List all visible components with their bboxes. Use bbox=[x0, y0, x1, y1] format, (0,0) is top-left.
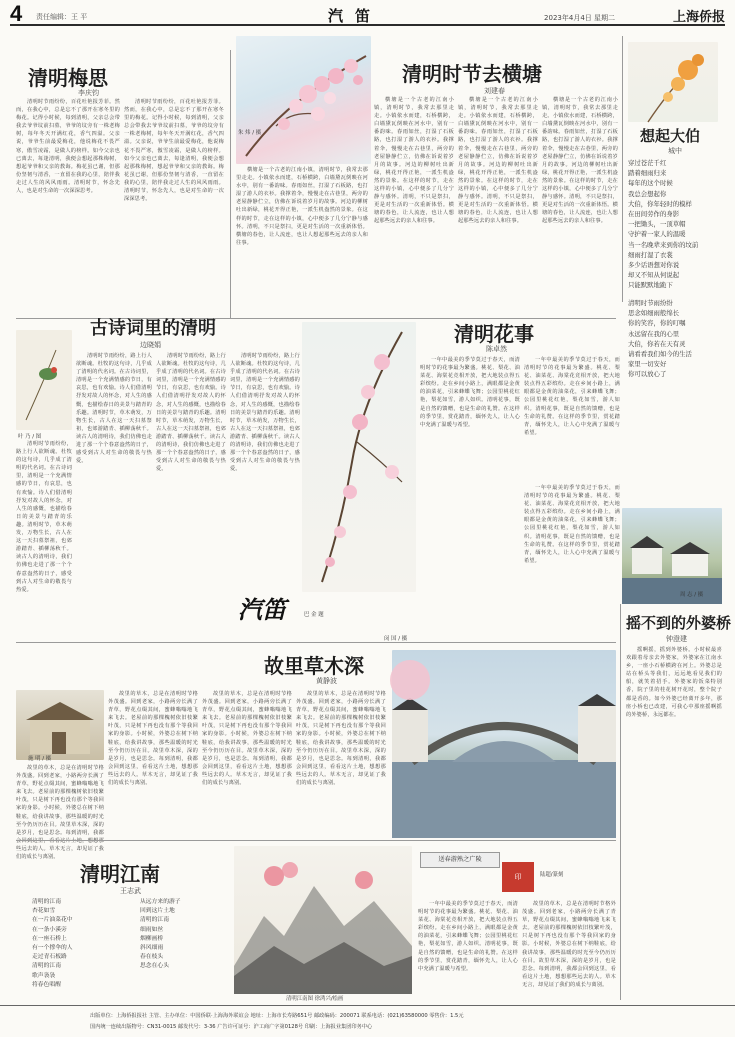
photo-caption-house: 施 明 / 摄 bbox=[28, 756, 52, 762]
article-author-waipoqiao: 钟澄建 bbox=[666, 635, 687, 643]
poem-body-jiangnan-right: 从远方来的游子 回到这片土地 清明的江南 细雨如丝 烟柳画桥 斜风细雨 春在枝头 思念在心头 bbox=[140, 899, 181, 970]
article-body-huashi-col2: 一年中最美的季节莫过于春天，而清明时节的花事最为繁盛。桃花、梨花、油菜花、海棠花竞相开放，把大地装点得五彩缤纷。走在乡间小路上，满眼都是金黄的油菜花，引来蜂蝶飞舞；公园里桃花红艳，梨花如雪，游人如织。清明花事，既是自然的馈赠，也是生命的礼赞。在这样的季节里，赏花踏青，缅怀先人，让人心中充满了温暖与希望。 bbox=[524, 357, 620, 436]
bridge-illustration bbox=[392, 650, 616, 838]
poem-body-jiangnan-left: 清明的江南 杏花如雪 在一片油菜花中 在一条小溪旁 在一座石桥上 有一个撑伞的人 走过青石板路 清明的江南 歌声袅袅 将春色唱醒 bbox=[32, 899, 73, 988]
footer-line-2: 国内统一连续出版物号：CN31-0015 邮发代号：3-36 广告许可证号：沪工商广字第0128号 印刷：上海报业集团印务中心 bbox=[90, 1024, 373, 1030]
article-body-huashi-col1: 一年中最美的季节莫过于春天，而清明时节的花事最为繁盛。桃花、梨花、油菜花、海棠花竞相开放，把大地装点得五彩缤纷。走在乡间小路上，满眼都是金黄的油菜花，引来蜂蝶飞舞；公园里桃花红艳，梨花如雪，游人如织。清明花事，既是自然的馈赠，也是生命的礼赞。在这样的季节里，赏花踏青，缅怀先人，让人心中充满了温暖与希望。 bbox=[420, 357, 520, 428]
blossom-art bbox=[302, 322, 416, 592]
photo-caption-bird: 叶 乃 / 图 bbox=[18, 434, 42, 440]
newspaper-logo: 上海侨报 bbox=[672, 10, 725, 25]
village-illustration bbox=[622, 508, 722, 604]
article-body-guli-tail: 故里的草木，总是在清明时节格外茂盛。回到老家，小路两旁长满了青草，野花点缀其间，蜜蜂嗡嗡地飞来飞去。老屋前的那棵槐树依旧枝繁叶茂，只是树下再也没有那个等我回家的身影。小时候，外婆总在树下纳鞋底，给我讲故事，那些温暖的时光至今仍历历在目。故里草木深，深的是岁月，也是思念。每到清明，我都会回到这里，看看这片土地，想想那些远去的人。草木无言，却见证了我们的成长与离别。 bbox=[522, 901, 616, 988]
article-title-hengtang: 清明时节去横塘 bbox=[402, 62, 542, 86]
seal-caption: 陆超/篆刻 bbox=[540, 872, 564, 878]
article-body-hengtang-col1: 横塘是一个古老的江南小镇，清明时节，我常去那里走走。小镇依水而建，石桥横跨，白墙黛瓦倒映在河水中，别有一番韵味。春雨如丝，打湿了石板路，也打湿了游人的衣衫。我撑着伞，慢慢走在古巷里，两旁的老屋静静伫立，仿佛在诉说着岁月的故事。河边的柳树吐出新绿，桃花开得正艳，一派生机盎然的景象。在这样的时节，走在这样的小镇，心中便多了几分宁静与感怀。清明，不只是祭扫，更是对生活的一次重新体悟。横塘的春色，让人流连，也让人想起那些远去的亲人和往事。 bbox=[236, 167, 368, 246]
column-divider bbox=[622, 36, 623, 302]
article-body-guli-col1: 故里的草木，总是在清明时节格外茂盛。回到老家，小路两旁长满了青草，野花点缀其间，蜜蜂嗡嗡地飞来飞去。老屋前的那棵槐树依旧枝繁叶茂，只是树下再也没有那个等我回家的身影。小时候，外婆总在树下纳鞋底，给我讲故事，那些温暖的时光至今仍历历在目。故里草木深，深的是岁月，也是思念。每到清明，我都会回到这里，看看这片土地，想想那些远去的人。草木无言，却见证了我们的成长与离别。 bbox=[108, 691, 198, 787]
article-body-huashi-col3: 一年中最美的季节莫过于春天，而清明时节的花事最为繁盛。桃花、梨花、油菜花、海棠花竞相开放，把大地装点得五彩缤纷。走在乡间小路上，满眼都是金黄的油菜花，引来蜂蝶飞舞；公园里桃花红艳，梨花如雪，游人如织。清明花事，既是自然的馈赠，也是生命的礼赞。在这样的季节里，赏花踏青，缅怀先人，让人心中充满了温暖与希望。 bbox=[524, 485, 620, 564]
house-illustration bbox=[16, 690, 104, 760]
orange-flower-illustration bbox=[628, 42, 718, 122]
photo-caption-top: 朱 炜 / 摄 bbox=[238, 130, 262, 136]
poem-author-jiangnan: 王志武 bbox=[120, 887, 141, 895]
article-title-poems: 古诗词里的清明 bbox=[90, 318, 216, 339]
article-body-poems-col0: 清明时节雨纷纷，路上行人欲断魂。杜牧的这句诗，几乎成了清明的代名词。在古诗词里，清明是一个充满情感的节日，有哀思，也有欢愉。诗人们借清明抒发对故人的怀念，对人生的感慨，也描绘春日的美景与踏青的乐趣。清明时节，草木萌发，万物生长，古人在这一天扫墓祭祖，也郊游踏青、插柳荡秋千。读古人的清明诗，我们仿佛也走进了那一个个春意盎然的日子，感受到古人对生命的敬畏与热爱。 bbox=[16, 441, 72, 593]
article-body-huashi-tail: 一年中最美的季节莫过于春天，而清明时节的花事最为繁盛。桃花、梨花、油菜花、海棠花竞相开放，把大地装点得五彩缤纷。走在乡间小路上，满眼都是金黄的油菜花，引来蜂蝶飞舞；公园里桃花红艳，梨花如雪，游人如织。清明花事，既是自然的馈赠，也是生命的礼赞。在这样的季节里，赏花踏青，缅怀先人，让人心中充满了温暖与希望。 bbox=[418, 901, 518, 972]
village-house-photo bbox=[16, 690, 104, 760]
masthead bbox=[10, 1, 725, 26]
page-number: 4 bbox=[10, 1, 23, 26]
article-body-guli-col2: 故里的草木，总是在清明时节格外茂盛。回到老家，小路两旁长满了青草，野花点缀其间，蜜蜂嗡嗡地飞来飞去。老屋前的那棵槐树依旧枝繁叶茂，只是树下再也没有那个等我回家的身影。小时候，外婆总在树下纳鞋底，给我讲故事，那些温暖的时光至今仍历历在目。故里草木深，深的是岁月，也是思念。每到清明，我都会回到这里，看看这片土地，想想那些远去的人。草木无言，却见证了我们的成长与离别。 bbox=[202, 691, 292, 787]
section-title: 汽笛 bbox=[328, 7, 383, 25]
article-body-guli-col0: 故里的草木，总是在清明时节格外茂盛。回到老家，小路两旁长满了青草，野花点缀其间，蜜蜂嗡嗡地飞来飞去。老屋前的那棵槐树依旧枝繁叶茂，只是树下再也没有那个等我回家的身影。小时候，外婆总在树下纳鞋底，给我讲故事，那些温暖的时光至今仍历历在目。故里草木深，深的是岁月，也是思念。每到清明，我都 些远去的人。草木无言，却见证了我们的成长与离别。 bbox=[16, 765, 104, 861]
blossom-illustration bbox=[236, 36, 371, 164]
article-body-poems-col2: 清明时节雨纷纷，路上行人欲断魂。杜牧的这句诗，几乎成了清明的代名词。在古诗词里，清明是一个充满情感的节日，有哀思，也有欢愉。诗人们借清明抒发对故人的怀念，对人生的感慨，也描绘春日的美景与踏青的乐趣。清明时节，草木萌发，万物生长，古人在这一天扫墓祭祖，也郊游踏青、插柳荡秋千。读古人的清明诗，我们仿佛也走进了那一个个春意盎然的日子，感受到古人对生命的敬畏与热爱。 bbox=[156, 353, 226, 473]
poem-title-jiangnan: 清明江南 bbox=[80, 862, 160, 886]
article-title-guli: 故里草木深 bbox=[264, 654, 364, 678]
stamp-title-box bbox=[420, 852, 500, 868]
article-author-poems: 边晓娟 bbox=[140, 341, 161, 349]
poem-title-dabo: 想起大伯 bbox=[640, 127, 701, 145]
article-body-meisi-col2: 清明时节雨纷纷，百花吐艳报芳菲。然而，在我心中，总是忘不了那开在寒冬里的梅花。记得小时候，每到清明，父亲总会带我去爷爷坟前扫墓，爷爷的坟旁有一株老梅树，每年冬天开满红花，香气四溢。父亲说，爷爷生前最爱梅花，他说梅花不畏严寒，傲雪凌霜，是做人的榜样。如今父亲也已离去，每逢清明，我便会想起那株梅树，想起爷爷和父亲的教诲。梅花虽已谢，但那份坚韧与清香，一直留在我的心里，陪伴我走过人生的风风雨雨。清明时节，怀念先人，也是对生命的一次深深思考。 bbox=[124, 99, 224, 203]
poem-author-dabo: 城中 bbox=[668, 147, 682, 155]
flower-sketch bbox=[628, 42, 718, 122]
article-body-waipoqiao: 摇啊摇，摇到外婆桥。小时候最喜欢跟着母亲去外婆家，外婆家在江南水乡，一座小石桥横跨在河上。外婆总是站在桥头等我们，远远地看见我们的船，就笑着招手。外婆家的饭菜特别香，院子里的桂花树开花时，整个院子都是香的。如今外婆已经离开多年，那座小桥也已改建，可我心中那座摇啊摇的外婆桥，永远都在。 bbox=[626, 647, 722, 718]
calligraphy-art: 汽笛 bbox=[238, 595, 286, 624]
article-author-hengtang: 刘建春 bbox=[484, 87, 505, 95]
article-title-waipoqiao: 摇不到的外婆桥 bbox=[626, 614, 732, 632]
article-title-meisi: 清明梅思 bbox=[28, 66, 108, 90]
row-divider bbox=[16, 840, 616, 841]
stone-bridge-photo bbox=[392, 650, 616, 838]
column-divider bbox=[230, 50, 231, 318]
article-body-guli-col3: 故里的草木，总是在清明时节格外茂盛。回到老家，小路两旁长满了青草，野花点缀其间，蜜蜂嗡嗡地飞来飞去。老屋前的那棵槐树依旧枝繁叶茂，只是树下再也没有那个等我回家的身影。小时候，外婆总在树下纳鞋底，给我讲故事，那些温暖的时光至今仍历历在目。故里草木深，深的是岁月，也是思念。每到清明，我都会回到这里，看看这片土地，想想那些远去的人。草木无言，却见证了我们的成长与离别。 bbox=[296, 691, 386, 787]
article-body-hengtang-col3: 横塘是一个古老的江南小镇，清明时节，我常去那里走走。小镇依水而建，石桥横跨，白墙黛瓦倒映在河水中，别有一番韵味。春雨如丝，打湿了石板路，也打湿了游人的衣衫。我撑着伞，慢慢走在古巷里，两旁的老屋静静伫立，仿佛在诉说着岁月的故事。河边的柳树吐出新绿，桃花开得正艳，一派生机盎然的景象。在这样的时节，走在这样的小镇，心中便多了几分宁静与感怀。清明，不只是祭扫，更是对生活的一次重新体悟。横塘的春色，让人流连，也让人想起那些远去的亲人和往事。 bbox=[458, 97, 538, 225]
poem-body-dabo: 穿过苍茫千红 踏着细雨归来 每年的这个时候 我总会想起你 大伯，你年轻时的模样 在田间劳作的身影 一把锄头，一顶草帽 守护着一家人的温暖 当一名晚辈来到你的坟前 细雨打湿了衣裳 多少话语想对你说 却又不知从何说起 只能默默地跪下 bbox=[628, 159, 699, 290]
article-author-guli: 黄静波 bbox=[316, 677, 337, 685]
mountain-painting bbox=[234, 846, 412, 994]
art-caption-flower: 闵 国 / 摄 bbox=[384, 636, 408, 642]
publication-date: 2023年4月4日 星期二 bbox=[544, 14, 615, 22]
bird-illustration bbox=[16, 330, 72, 430]
column-divider bbox=[620, 604, 621, 1000]
article-title-huashi: 清明花事 bbox=[454, 322, 534, 346]
article-body-meisi-col1: 清明时节雨纷纷，百花吐艳报芳菲。然而，在我心中，总是忘不了那开在寒冬里的梅花。记得小时候，每到清明，父亲总会带我去爷爷坟前扫墓，爷爷的坟旁有一株老梅树，每年冬天开满红花，香气四溢。父亲说，爷爷生前最爱梅花，他说梅花不畏严寒，傲雪凌霜，是做人的榜样。如今父亲也已离去，每逢清明，我便会想起那株梅树，想起爷爷和父亲的教诲。梅花虽已谢，但那份坚韧与清香，一直留在我的心里，陪伴我走过人生的风风雨雨。清明时节，怀念先人，也是对生命的一次深深思考。 bbox=[16, 99, 120, 195]
article-body-poems-col1: 清明时节雨纷纷，路上行人欲断魂。杜牧的这句诗，几乎成了清明的代名词。在古诗词里，清明是一个充满情感的节日，有哀思，也有欢愉。诗人们借清明抒发对故人的怀念，对人生的感慨，也描绘春日的美景与踏青的乐趣。清明时节，草木萌发，万物生长，古人在这一天扫墓祭祖，也郊游踏青、插柳荡秋千。读古人的清明诗，我们仿佛也走进了那一个个春意盎然的日子，感受到古人对生命的敬畏与热爱。 bbox=[76, 353, 152, 465]
article-body-hengtang-col2: 横塘是一个古老的江南小镇，清明时节，我常去那里走走。小镇依水而建，石桥横跨，白墙黛瓦倒映在河水中，别有一番韵味。春雨如丝，打湿了石板路，也打湿了游人的衣衫。我撑着伞，慢慢走在古巷里，两旁的老屋静静伫立，仿佛在诉说着岁月的故事。河边的柳树吐出新绿，桃花开得正艳，一派生机盎然的景象。在这样的时节，走在这样的小镇，心中便多了几分宁静与感怀。清明，不只是祭扫，更是对生活的一次重新体悟。横塘的春色，让人流连，也让人想起那些远去的亲人和往事。 bbox=[374, 97, 454, 225]
red-seal-stamp: 印 bbox=[502, 862, 534, 892]
art-caption-landscape: 清明江南图 徐鸿兴/绘画 bbox=[286, 996, 344, 1002]
pink-blossom-illustration bbox=[302, 322, 416, 592]
row-divider bbox=[16, 642, 616, 643]
article-body-hengtang-col4: 横塘是一个古老的江南小镇，清明时节，我常去那里走走。小镇依水而建，石桥横跨，白墙黛瓦倒映在河水中，别有一番韵味。春雨如丝，打湿了石板路，也打湿了游人的衣衫。我撑着伞，慢慢走在古巷里，两旁的老屋静静伫立，仿佛在诉说着岁月的故事。河边的柳树吐出新绿，桃花开得正艳，一派生机盎然的景象。在这样的时节，走在这样的小镇，心中便多了几分宁静与感怀。清明，不只是祭扫，更是对生活的一次重新体悟。横塘的春色，让人流连，也让人想起那些远去的亲人和往事。 bbox=[542, 97, 618, 225]
article-body-poems-col3: 清明时节雨纷纷，路上行人欲断魂。杜牧的这句诗，几乎成了清明的代名词。在古诗词里，清明是一个充满情感的节日，有哀思，也有欢愉。诗人们借清明抒发对故人的怀念，对人生的感慨，也描绘春日的美景与踏青的乐趣。清明时节，草木萌发，万物生长，古人在这一天扫墓祭祖，也郊游踏青、插柳荡秋千。读古人的清明诗，我们仿佛也走进了那一个个春意盎然的日子，感受到古人对生命的敬畏与热爱。 bbox=[230, 353, 300, 473]
photo-caption-village: 周 志 / 摄 bbox=[680, 592, 704, 598]
blossom-photo bbox=[236, 36, 371, 164]
ink-landscape-illustration bbox=[234, 846, 412, 994]
editor-credit: 责任编辑：王 平 bbox=[36, 13, 88, 21]
stamp-title: 送春游熟之广陵 bbox=[438, 856, 482, 863]
footer bbox=[0, 1005, 735, 1037]
bird-sketch bbox=[16, 330, 72, 430]
article-author-huashi: 陈卓然 bbox=[486, 345, 507, 353]
article-author-meisi: 李庆钧 bbox=[78, 89, 99, 97]
footer-line-1: 出版单位：上海侨报报社 主管、主办单位：中国侨联·上海海外联谊会 地址：上海市长寿路651号 邮政编码：200071 联系电话：(021)63580000 零售价：1.5元 bbox=[90, 1013, 464, 1019]
village-photo bbox=[622, 508, 722, 604]
art-signature: 巴 金 题 bbox=[304, 612, 324, 618]
poem-body-dabo-continued: 清明时节雨纷纷 思念如细雨般绵长 你的笑容，你的叮嘱 永远留在我的心里 大伯，你若在天有灵 请看看我们如今的生活 家里一切安好 你可以放心了 bbox=[628, 299, 692, 379]
